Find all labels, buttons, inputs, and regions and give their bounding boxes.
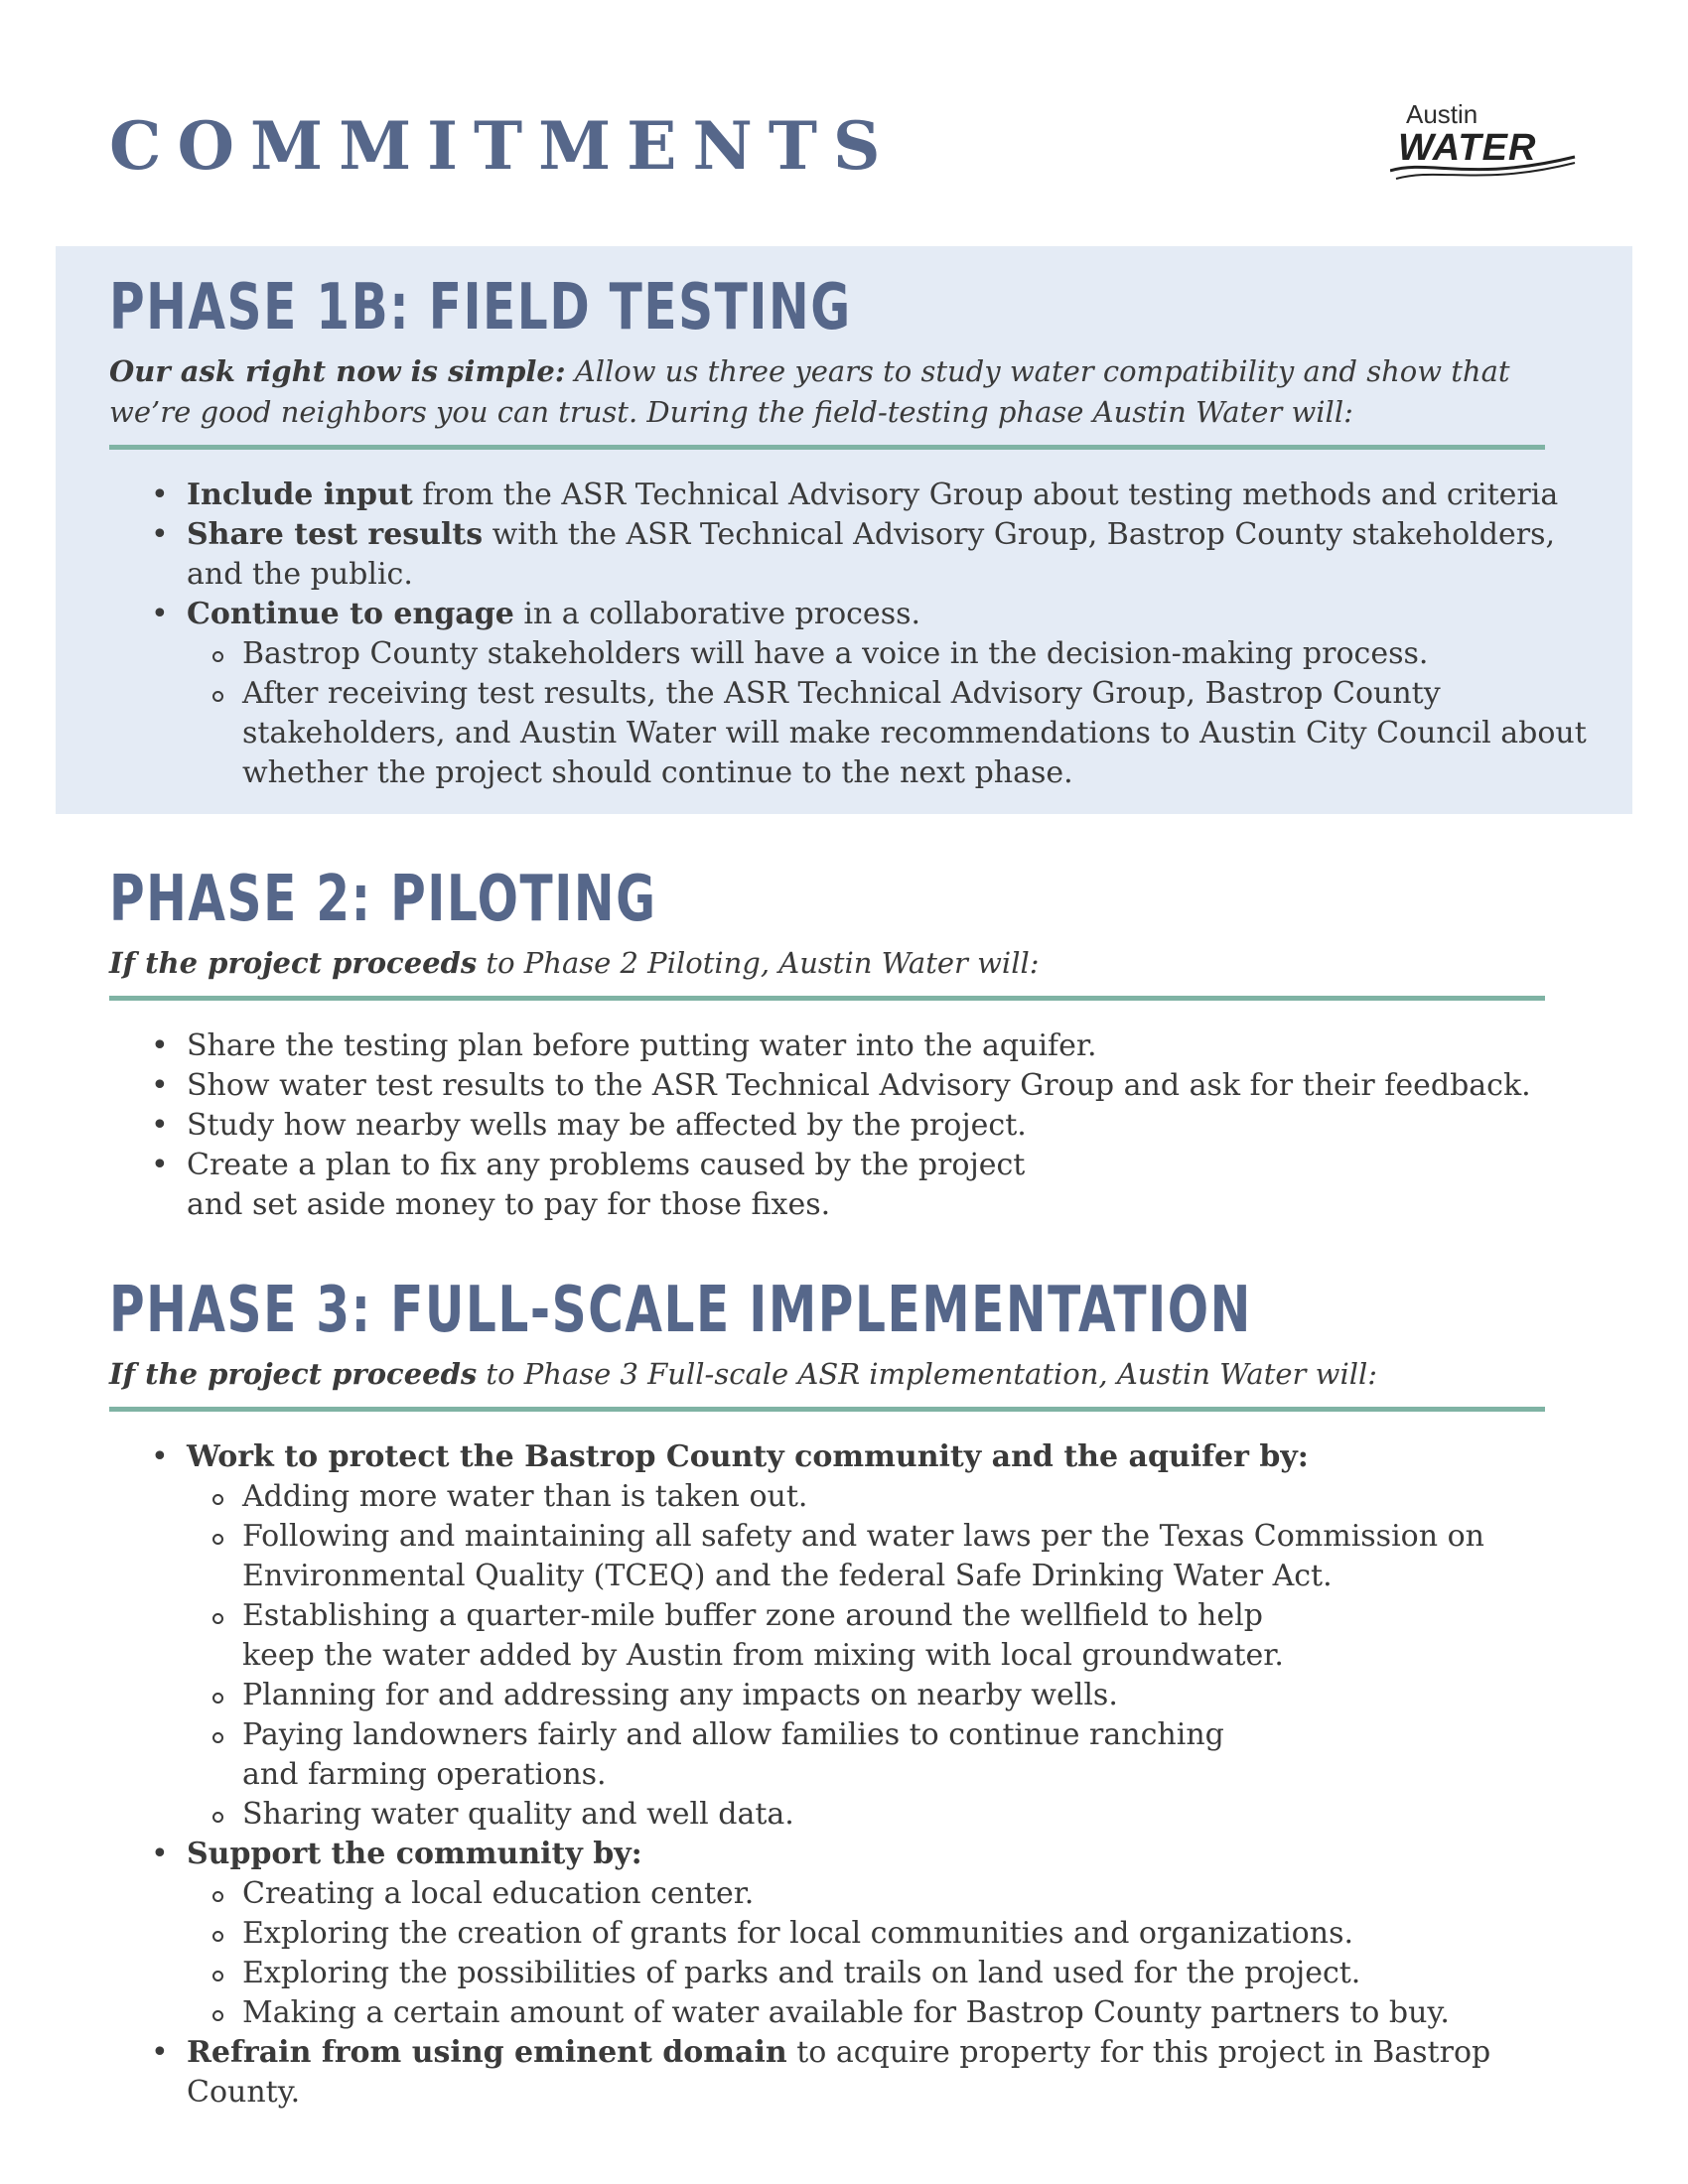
phase3-title: PHASE 3: FULL-SCALE IMPLEMENTATION xyxy=(109,1274,1252,1347)
phase1b-intro-text: Allow us three years to study water compatibility and show that we’re good neighbors you can trust. During the field-testing phase Austin Water will: xyxy=(109,354,1510,429)
phase1b-divider xyxy=(109,445,1545,450)
sub-list-item: Bastrop County stakeholders will have a voice in the decision-making process. xyxy=(242,634,1599,674)
phase1b-sublist xyxy=(187,634,1599,793)
list-item: • Share test results with the ASR Technical Advisory Group, Bastrop County stakeholders, and the public. xyxy=(187,515,1599,595)
sub-list-item: Following and maintaining all safety and water laws per the Texas Commission on Environmental Quality (TCEQ) and the federal Safe Drinking Water Act. xyxy=(242,1517,1599,1596)
phase2-title: PHASE 2: PILOTING xyxy=(109,863,657,936)
sub-list-item: Making a certain amount of water available for Bastrop County partners to buy. xyxy=(242,1993,1599,2033)
sub-list-item: Establishing a quarter-mile buffer zone around the wellfield to help keep the water added by Austin from mixing with local groundwater. xyxy=(242,1596,1599,1676)
phase1b-section xyxy=(109,268,1599,793)
phase2-intro-bold: If the project proceeds xyxy=(109,946,478,980)
list-item: • Include input from the ASR Technical Advisory Group about testing methods and criteria xyxy=(187,476,1599,515)
phase1b-title: PHASE 1B: FIELD TESTING xyxy=(109,271,852,344)
protect-sublist xyxy=(187,1477,1599,1835)
phase2-section xyxy=(109,860,1599,1225)
list-item: • Show water test results to the ASR Technical Advisory Group and ask for their feedback. xyxy=(187,1066,1599,1106)
austin-water-logo xyxy=(1390,99,1579,189)
sub-list-item: Sharing water quality and well data. xyxy=(242,1795,1599,1835)
phase3-intro-bold: If the project proceeds xyxy=(109,1357,478,1391)
phase1b-intro xyxy=(109,351,1599,433)
list-item: • Continue to engage in a collaborative process. Bastrop County stakeholders will have a voice in the decision-making process. After receiving test results, the ASR Technical Advisory Group, Bastrop County stakeholders, and Austin Water will make recommendations to Austin City Council about whether the project should continue to the next phase. xyxy=(187,595,1599,793)
logo-water-text: WATER xyxy=(1398,127,1537,169)
list-item: • Study how nearby wells may be affected by the project. xyxy=(187,1106,1599,1146)
phase3-intro xyxy=(109,1354,1599,1395)
logo-austin-text: Austin xyxy=(1406,99,1478,129)
sub-list-item: Planning for and addressing any impacts on nearby wells. xyxy=(242,1676,1599,1715)
phase2-divider xyxy=(109,996,1545,1001)
phase3-intro-text: to Phase 3 Full-scale ASR implementation, Austin Water will: xyxy=(477,1357,1378,1391)
support-sublist xyxy=(187,1874,1599,2033)
list-item: • Support the community by: Creating a local education center. Exploring the creation of grants for local communities and organizations. Exploring the possibilities of parks and trails on land used for the project. Making a certain amount of water available for Bastrop County partners to buy. xyxy=(187,1835,1599,2033)
phase1b-intro-bold: Our ask right now is simple: xyxy=(109,354,566,388)
phase3-list xyxy=(109,1437,1599,2113)
sub-list-item: After receiving test results, the ASR Technical Advisory Group, Bastrop County stakeholders, and Austin Water will make recommendations to Austin City Council about whether the project should continue to the next phase. xyxy=(242,674,1599,793)
list-item: • Share the testing plan before putting water into the aquifer. xyxy=(187,1026,1599,1066)
phase2-list xyxy=(109,1026,1599,1225)
sub-list-item: Exploring the creation of grants for local communities and organizations. xyxy=(242,1914,1599,1954)
phase3-section xyxy=(109,1271,1599,2113)
list-item: • Work to protect the Bastrop County community and the aquifer by: Adding more water than is taken out. Following and maintaining all safety and water laws per the Texas Commission on Environmental Quality (TCEQ) and the federal Safe Drinking Water Act. Establishing a quarter-mile buffer zone around the wellfield to help keep the water added by Austin from mixing with local groundwater. Planning for and addressing any impacts on nearby wells. Paying landowners fairly and allow families to continue ranching and farming operations. Sharing water quality and well data. xyxy=(187,1437,1599,1835)
phase1b-list xyxy=(109,476,1599,793)
sub-list-item: Creating a local education center. xyxy=(242,1874,1599,1914)
logo-wave-icon xyxy=(1390,149,1579,189)
phase2-intro-text: to Phase 2 Piloting, Austin Water will: xyxy=(477,946,1040,980)
list-item: • Refrain from using eminent domain to acquire property for this project in Bastrop County. xyxy=(187,2033,1599,2113)
list-item: • Create a plan to fix any problems caused by the project and set aside money to pay for those fixes. xyxy=(187,1146,1599,1225)
phase2-intro xyxy=(109,943,1599,984)
sub-list-item: Exploring the possibilities of parks and trails on land used for the project. xyxy=(242,1954,1599,1993)
page-title: COMMITMENTS xyxy=(109,107,897,185)
sub-list-item: Adding more water than is taken out. xyxy=(242,1477,1599,1517)
sub-list-item: Paying landowners fairly and allow families to continue ranching and farming operations. xyxy=(242,1715,1599,1795)
phase3-divider xyxy=(109,1407,1545,1412)
